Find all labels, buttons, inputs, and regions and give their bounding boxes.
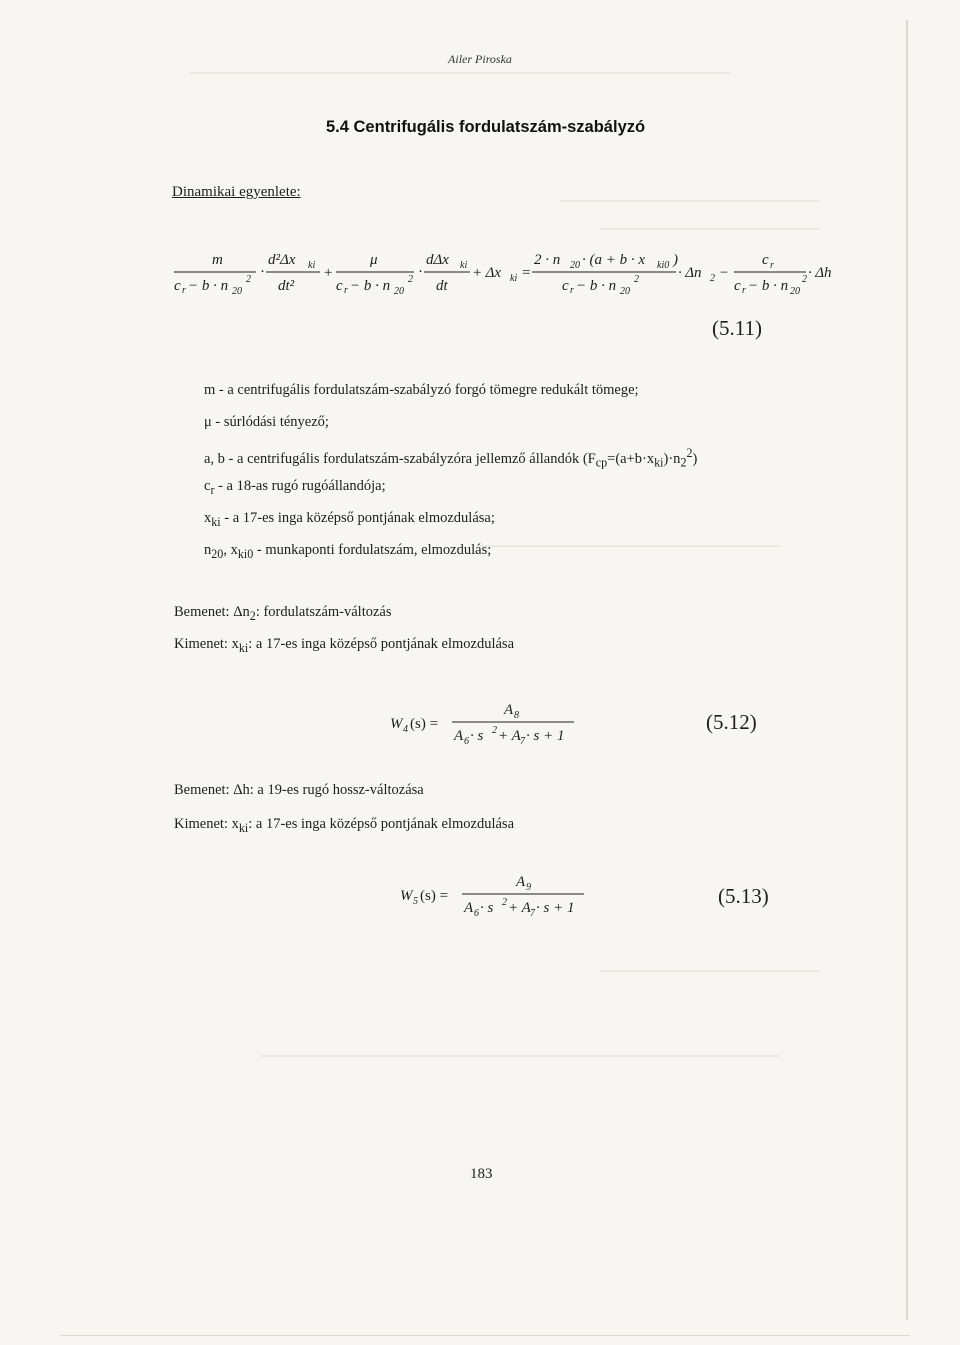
legend-desc: - munkaponti fordulatszám, elmozdulás; [253, 542, 492, 558]
eq511-ki-sub2: ki [460, 260, 468, 271]
legend-desc: - a 17-es inga középső pontjának elmozdulása; [220, 510, 495, 526]
eq511-cr-sub: r [770, 260, 774, 271]
eq511-den4-sub: r [742, 285, 746, 296]
eq511-den3-sq: 2 [634, 274, 639, 285]
eq511-den1-sub: r [182, 285, 186, 296]
eq511-den3: c [562, 278, 569, 294]
eq511-den4-sq: 2 [802, 274, 807, 285]
eq511-den1: c [174, 278, 181, 294]
eq511-dh: · Δh [808, 265, 832, 281]
input-1 [174, 604, 392, 624]
output-2-desc: : a 17-es inga középső pontjának elmozdulása [248, 816, 515, 832]
legend-constants-formula2: )·n [663, 450, 681, 467]
legend-sub: ki [211, 514, 221, 529]
legend-desc: - a 18-as rugó rugóállandója; [214, 478, 386, 494]
eq511-num3b: · (a + b · x [582, 252, 646, 268]
input-1-label: Bemenet: Δn [174, 604, 250, 620]
eq511-den4-sub2: 20 [790, 286, 800, 297]
show-through-line [480, 545, 780, 547]
legend-sub: r [210, 482, 215, 497]
eq511-num3a: 2 · n [534, 252, 561, 268]
show-through-line [560, 200, 820, 202]
legend-spring-constant [204, 478, 386, 498]
output-1-label: Kimenet: x [174, 636, 239, 652]
eq511-dt: dt [436, 278, 448, 294]
show-through-line [600, 228, 820, 230]
eq512-den-b-sup: 2 [492, 725, 497, 736]
eq511-num3-sub: 20 [570, 260, 580, 271]
eq511-ki-sub: ki [308, 260, 316, 271]
eq511-den4: c [734, 278, 741, 294]
eq513-den-b: · s [480, 900, 494, 916]
eq511-plus: + [324, 265, 333, 281]
output-2-sub: ki [238, 820, 249, 835]
eq512-den-d: · s + 1 [526, 728, 565, 744]
eq512-den-b: · s [470, 728, 484, 744]
show-through-line [260, 1055, 780, 1057]
eq511-den3-mid: − b · n [576, 278, 617, 294]
legend-symbol: c [204, 478, 211, 494]
legend-sub: 20 [211, 546, 224, 561]
eq512-den-c: + A [498, 728, 521, 744]
eq511-dot: · [260, 264, 265, 280]
legend-sub: 2 [680, 455, 687, 470]
output-1 [174, 636, 514, 656]
page-bottom-edge [60, 1335, 910, 1336]
eq511-den3-sub2: 20 [620, 286, 630, 297]
eq511-ddx: dΔx [426, 252, 449, 268]
eq512-den-a: A [454, 728, 464, 744]
eq511-den2: c [336, 278, 343, 294]
legend-mass: m - a centrifugális fordulatszám-szabályzó forgó tömegre redukált tömege; [204, 382, 639, 398]
eq511-den3-sub: r [570, 285, 574, 296]
eq513-lhs: W [400, 888, 413, 904]
running-header-author: Ailer Piroska [448, 52, 512, 66]
eq513-den-a: A [464, 900, 474, 916]
eq511-dot: · [418, 264, 423, 280]
page-edge-shadow [906, 20, 908, 1320]
legend-symbol: x [204, 510, 212, 526]
output-1-sub: ki [238, 640, 249, 655]
eq511-dn2: · Δn [678, 265, 702, 281]
eq511-den2-mid: − b · n [350, 278, 391, 294]
eq511-den2-sub2: 20 [394, 286, 404, 297]
eq511-mu: μ [370, 252, 378, 268]
eq511-dn2-sub: 2 [710, 273, 715, 284]
eq512-den-c-sub: 7 [520, 736, 525, 747]
eq512-den-a-sub: 6 [464, 736, 469, 747]
legend-constants-close: ) [692, 450, 698, 467]
eq511-d2dx: d²Δx [268, 252, 296, 268]
output-2 [174, 816, 514, 836]
legend-sub: ki [654, 455, 664, 470]
input-1-sub: 2 [249, 608, 256, 623]
eq511-close: ) [673, 252, 678, 268]
input-2: Bemenet: Δh: a 19-es rugó hossz-változása [174, 782, 424, 798]
equation-5-11 [170, 248, 850, 308]
page-number: 183 [470, 1166, 493, 1182]
eq512-lhs: W [390, 716, 403, 732]
eq513-num: A [516, 874, 526, 890]
eq511-dt2: dt² [278, 278, 295, 294]
eq511-ki-sub3: ki [510, 273, 518, 284]
legend-symbol: n [204, 542, 212, 558]
eq511-den1-sq: 2 [246, 274, 251, 285]
legend-friction: μ - súrlódási tényező; [204, 414, 329, 430]
equation-5-13 [398, 872, 598, 922]
eq511-den2-sq: 2 [408, 274, 413, 285]
legend-operating-point [204, 542, 491, 562]
eq511-m: m [212, 252, 223, 268]
eq511-den1-mid: − b · n [188, 278, 229, 294]
eq511-cr: c [762, 252, 769, 268]
equation-5-12 [388, 700, 588, 750]
eq512-lhs-sub: 4 [403, 724, 408, 735]
legend-sup: 2 [686, 446, 693, 460]
legend-symbol2: , x [223, 542, 238, 558]
equation-number-5-12: (5.12) [706, 710, 757, 734]
legend-constants [204, 446, 697, 471]
eq511-eq: = [522, 265, 531, 281]
equation-number-5-11: (5.11) [712, 316, 762, 340]
equation-number-5-13: (5.13) [718, 884, 769, 908]
section-title: 5.4 Centrifugális fordulatszám-szabályzó [326, 118, 646, 136]
eq512-num-sub: 8 [514, 710, 519, 721]
output-2-label: Kimenet: x [174, 816, 239, 832]
eq513-lhs-arg: (s) = [420, 888, 449, 904]
eq513-num-sub: 9 [526, 882, 531, 893]
eq511-den2-sub: r [344, 285, 348, 296]
eq513-den-c: + A [508, 900, 531, 916]
legend-constants-text: a, b - a centrifugális fordulatszám-szabályzóra jellemző állandók (F [204, 450, 596, 467]
eq513-den-c-sub: 7 [530, 908, 535, 919]
dynamics-label: Dinamikai egyenlete: [172, 184, 301, 200]
eq511-minus: − [720, 265, 729, 281]
eq511-num3-sub2: ki0 [657, 260, 670, 271]
legend-displacement [204, 510, 495, 530]
input-1-desc: : fordulatszám-változás [255, 604, 392, 620]
eq513-den-b-sup: 2 [502, 897, 507, 908]
legend-constants-formula: =(a+b·x [607, 450, 655, 467]
legend-sub: ki0 [237, 546, 254, 561]
eq511-den1-sub2: 20 [232, 286, 242, 297]
eq511-den4-mid: − b · n [748, 278, 789, 294]
show-through-line [190, 72, 730, 74]
eq512-lhs-arg: (s) = [410, 716, 439, 732]
legend-sub: cp [595, 455, 608, 470]
output-1-desc: : a 17-es inga középső pontjának elmozdulása [248, 636, 515, 652]
eq513-den-d: · s + 1 [536, 900, 575, 916]
eq513-den-a-sub: 6 [474, 908, 479, 919]
show-through-line [600, 970, 820, 972]
eq511-dxki: + Δx [472, 265, 502, 281]
eq512-num: A [504, 702, 514, 718]
eq513-lhs-sub: 5 [413, 896, 418, 907]
